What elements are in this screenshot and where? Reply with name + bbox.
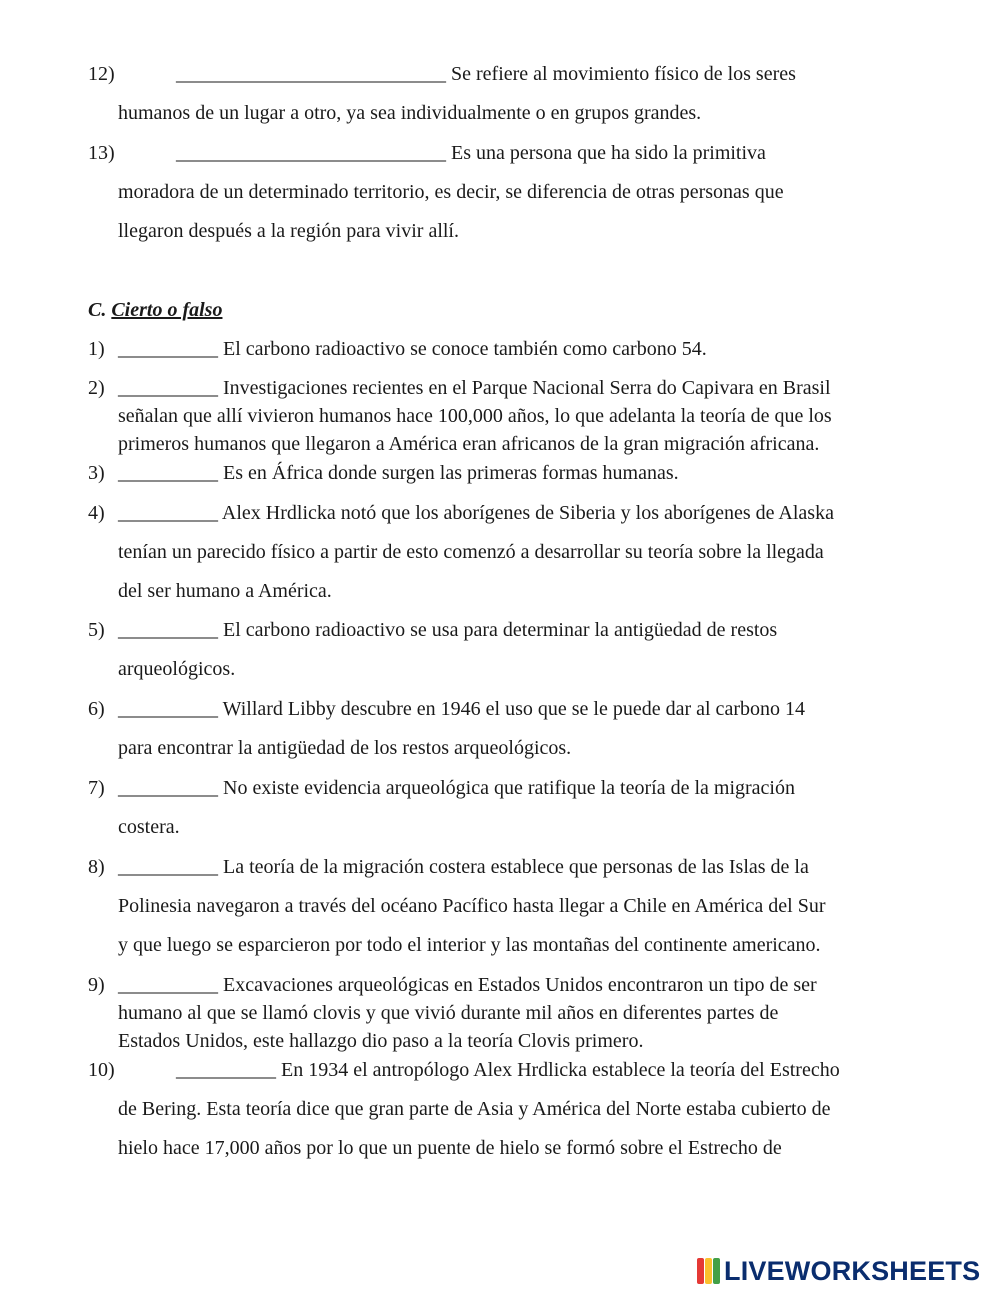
logo-bar-yellow <box>705 1258 712 1284</box>
item-number: 7) <box>88 777 105 799</box>
item-text: arqueológicos. <box>118 658 236 680</box>
item-text: La teoría de la migración costera establece que personas de las Islas de la <box>223 856 809 878</box>
answer-blank[interactable]: __________ <box>118 856 218 878</box>
liveworksheets-logo <box>697 1254 980 1288</box>
item-text: tenían un parecido físico a partir de esto comenzó a desarrollar su teoría sobre la llegada <box>118 541 824 563</box>
item-text: humanos de un lugar a otro, ya sea individualmente o en grupos grandes. <box>118 102 702 124</box>
item-number: 1) <box>88 338 105 360</box>
answer-blank[interactable]: ___________________________ <box>176 142 446 164</box>
item-text: humano al que se llamó clovis y que vivió durante mil años en diferentes partes de <box>118 1002 779 1024</box>
item-first-line <box>118 973 817 997</box>
answer-blank[interactable]: __________ <box>118 619 218 641</box>
item-first-line <box>118 776 795 800</box>
answer-blank[interactable]: __________ <box>118 338 218 360</box>
item-text: No existe evidencia arqueológica que ratifique la teoría de la migración <box>223 777 795 799</box>
item-first-line <box>176 1058 840 1082</box>
item-text: señalan que allí vivieron humanos hace 100,000 años, lo que adelanta la teoría de que los <box>118 405 832 427</box>
item-number: 6) <box>88 698 105 720</box>
item-text: Es una persona que ha sido la primitiva <box>451 142 766 164</box>
item-text: Investigaciones recientes en el Parque Nacional Serra do Capivara en Brasil <box>223 377 831 399</box>
item-text: hielo hace 17,000 años por lo que un puente de hielo se formó sobre el Estrecho de <box>118 1137 782 1159</box>
item-text: Es en África donde surgen las primeras formas humanas. <box>223 462 679 484</box>
answer-blank[interactable]: __________ <box>118 698 218 720</box>
answer-blank[interactable]: __________ <box>118 462 218 484</box>
answer-blank[interactable]: __________ <box>118 502 218 524</box>
item-text: y que luego se esparcieron por todo el interior y las montañas del continente americano. <box>118 934 821 956</box>
answer-blank[interactable]: __________ <box>118 974 218 996</box>
item-number: 5) <box>88 619 105 641</box>
logo-mark-icon <box>697 1258 720 1284</box>
answer-blank[interactable]: __________ <box>176 1059 276 1081</box>
item-text: costera. <box>118 816 180 838</box>
section-letter: C. <box>88 299 107 321</box>
item-first-line <box>118 461 679 485</box>
item-text: moradora de un determinado territorio, es decir, se diferencia de otras personas que <box>118 181 784 203</box>
logo-bar-green <box>713 1258 720 1284</box>
item-first-line <box>118 337 707 361</box>
logo-bar-red <box>697 1258 704 1284</box>
item-text: Estados Unidos, este hallazgo dio paso a la teoría Clovis primero. <box>118 1030 644 1052</box>
item-first-line <box>118 618 777 642</box>
item-text: llegaron después a la región para vivir allí. <box>118 220 459 242</box>
item-first-line <box>176 141 766 165</box>
item-number: 12) <box>88 63 115 85</box>
answer-blank[interactable]: ___________________________ <box>176 63 446 85</box>
item-text: Alex Hrdlicka notó que los aborígenes de Siberia y los aborígenes de Alaska <box>221 502 834 524</box>
item-text: El carbono radioactivo se usa para determinar la antigüedad de restos <box>223 619 778 641</box>
item-number: 8) <box>88 856 105 878</box>
answer-blank[interactable]: __________ <box>118 777 218 799</box>
item-text: Excavaciones arqueológicas en Estados Unidos encontraron un tipo de ser <box>223 974 817 996</box>
item-text: Se refiere al movimiento físico de los seres <box>451 63 796 85</box>
item-number: 13) <box>88 142 115 164</box>
item-text: para encontrar la antigüedad de los restos arqueológicos. <box>118 737 572 759</box>
answer-blank[interactable]: __________ <box>118 377 218 399</box>
logo-text: LIVEWORKSHEETS <box>724 1255 981 1286</box>
item-first-line <box>118 501 834 525</box>
item-number: 4) <box>88 502 105 524</box>
section-heading <box>88 298 222 322</box>
item-first-line <box>118 376 831 400</box>
item-number: 3) <box>88 462 105 484</box>
item-number: 9) <box>88 974 105 996</box>
item-text: El carbono radioactivo se conoce también como carbono 54. <box>223 338 707 360</box>
item-first-line <box>118 697 805 721</box>
item-text: En 1934 el antropólogo Alex Hrdlicka establece la teoría del Estrecho <box>281 1059 840 1081</box>
item-number: 10) <box>88 1059 115 1081</box>
item-text: Polinesia navegaron a través del océano Pacífico hasta llegar a Chile en América del Sur <box>118 895 826 917</box>
item-first-line <box>118 855 809 879</box>
item-text: Willard Libby descubre en 1946 el uso que se le puede dar al carbono 14 <box>222 698 805 720</box>
item-text: primeros humanos que llegaron a América eran africanos de la gran migración africana. <box>118 433 820 455</box>
item-number: 2) <box>88 377 105 399</box>
item-text: de Bering. Esta teoría dice que gran parte de Asia y América del Norte estaba cubierto de <box>118 1098 831 1120</box>
section-title: Cierto o falso <box>111 299 223 321</box>
item-first-line <box>176 62 796 86</box>
item-text: del ser humano a América. <box>118 580 332 602</box>
